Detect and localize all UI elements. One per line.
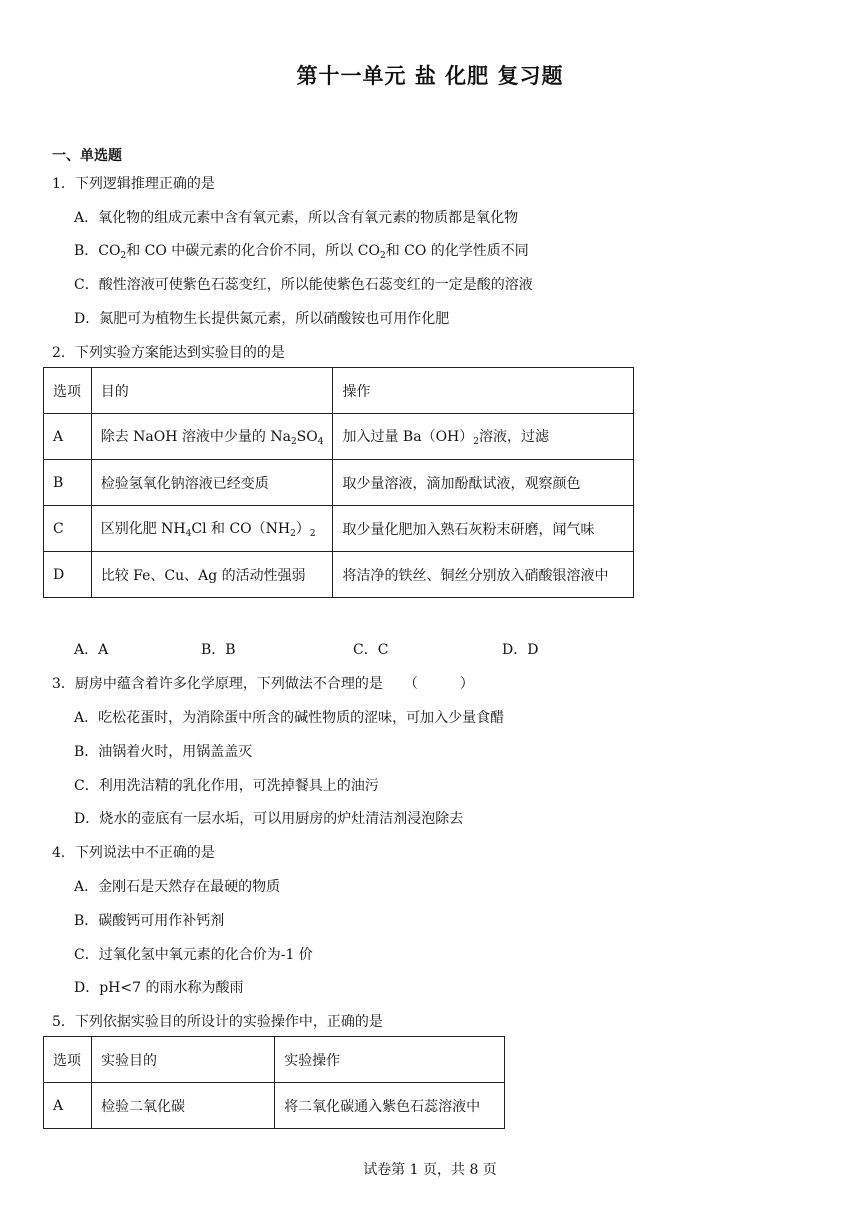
question-2-table [43, 367, 634, 598]
table-cell: 将洁净的铁丝、铜丝分别放入硝酸银溶液中 [333, 552, 634, 598]
header-cell: 实验目的 [91, 1037, 274, 1083]
table-cell: 比较 Fe、Cu、Ag 的活动性强弱 [91, 552, 333, 598]
table-cell: 取少量溶液，滴加酚酞试液，观察颜色 [333, 460, 634, 506]
question-3-option-c: C．利用洗洁精的乳化作用，可洗掉餐具上的油污 [74, 778, 379, 794]
question-2-option-c: C．C [353, 642, 389, 658]
question-4-option-c: C．过氧化氢中氧元素的化合价为-1 价 [74, 947, 313, 963]
page-title: 第十一单元 盐 化肥 复习题 [296, 64, 564, 88]
table-cell: A [44, 1083, 92, 1129]
table-header-row [44, 1037, 505, 1083]
table-cell: 将二氧化碳通入紫色石蕊溶液中 [275, 1083, 505, 1129]
header-cell: 操作 [333, 368, 634, 414]
table-cell: 加入过量 $Ba(OH)_2$溶液，过滤 [333, 414, 634, 460]
table-cell: D [44, 552, 92, 598]
table-row [44, 460, 634, 506]
question-3-option-a: A．吃松花蛋时，为消除蛋中所含的碱性物质的涩味，可加入少量食醋 [74, 710, 505, 726]
table-row [44, 552, 634, 598]
section-heading: 一、单选题 [52, 148, 122, 164]
question-2-option-d: D．D [502, 642, 539, 658]
table-row [44, 414, 634, 460]
question-3-option-d: D．烧水的壶底有一层水垢，可以用厨房的炉灶清洁剂浸泡除去 [74, 811, 464, 827]
table-cell: 检验氢氧化钠溶液已经变质 [91, 460, 333, 506]
question-4-option-b: B．碳酸钙可用作补钙剂 [74, 913, 225, 929]
table-cell: C [44, 506, 92, 552]
question-1-option-c: C．酸性溶液可使紫色石蕊变红，所以能使紫色石蕊变红的一定是酸的溶液 [74, 277, 533, 293]
question-3-option-b: B．油锅着火时，用锅盖盖灭 [74, 744, 253, 760]
question-2-option-a: A．A [74, 642, 109, 658]
question-4-stem: 4．下列说法中不正确的是 [52, 845, 215, 861]
question-5-stem: 5．下列依据实验目的所设计的实验操作中，正确的是 [52, 1014, 383, 1030]
question-4-option-d: D．pH<7 的雨水称为酸雨 [74, 980, 244, 996]
question-5-table [43, 1036, 505, 1129]
table-cell: A [44, 414, 92, 460]
question-1-stem: 1．下列逻辑推理正确的是 [52, 176, 215, 192]
table-cell: 检验二氧化碳 [91, 1083, 274, 1129]
table-header-row [44, 368, 634, 414]
header-cell: 实验操作 [275, 1037, 505, 1083]
question-3-stem: 3．厨房中蕴含着许多化学原理，下列做法不合理的是 （ ） [52, 676, 474, 692]
question-1-option-d: D．氮肥可为植物生长提供氮元素，所以硝酸铵也可用作化肥 [74, 311, 450, 327]
header-cell: 选项 [44, 1037, 92, 1083]
question-2-option-b: B．B [201, 642, 236, 658]
header-cell: 选项 [44, 368, 92, 414]
table-cell: B [44, 460, 92, 506]
page-footer: 试卷第 1 页，共 8 页 [363, 1162, 497, 1178]
table-cell: 区别化肥 $NH_4Cl$ 和 $CO(NH_2)_2$ [91, 506, 333, 552]
header-cell: 目的 [91, 368, 333, 414]
question-1-option-a: A．氧化物的组成元素中含有氧元素，所以含有氧元素的物质都是氧化物 [74, 210, 519, 226]
table-row [44, 1083, 505, 1129]
table-row [44, 506, 634, 552]
question-4-option-a: A．金刚石是天然存在最硬的物质 [74, 879, 281, 895]
question-1-option-b: B．$CO_2$和 CO 中碳元素的化合价不同，所以 $CO_2$和 CO 的化学性质不同 [74, 243, 529, 261]
question-2-stem: 2．下列实验方案能达到实验目的的是 [52, 345, 285, 361]
table-cell: 除去 NaOH 溶液中少量的 $Na_2SO_4$ [91, 414, 333, 460]
table-cell: 取少量化肥加入熟石灰粉末研磨，闻气味 [333, 506, 634, 552]
